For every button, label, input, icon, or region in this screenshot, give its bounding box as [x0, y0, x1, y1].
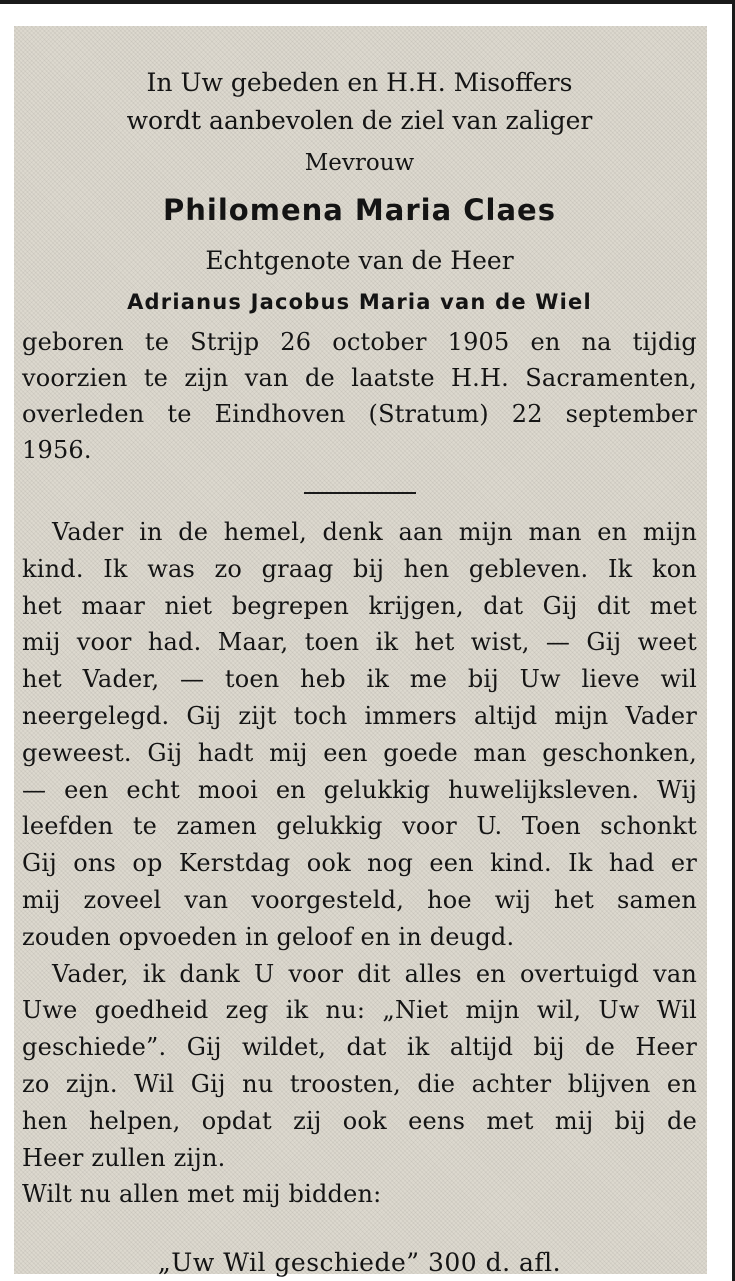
prayer-line: mij zoveel van voorgesteld, hoe wij het samen	[22, 885, 697, 914]
divider	[304, 492, 416, 494]
spouse-name: Adrianus Jacobus Maria van de Wiel	[127, 290, 592, 314]
biography	[22, 324, 697, 468]
spouse-label: Echtgenote van de Heer	[205, 246, 514, 275]
title-mevrouw: Mevrouw	[304, 150, 415, 176]
prayer-line: Wilt nu allen met mij bidden:	[22, 1180, 382, 1209]
prayer-line: het maar niet begrepen krijgen, dat Gij dit met	[22, 591, 697, 620]
bio-line: overleden te Eindhoven (Stratum) 22 september 1956.	[22, 400, 697, 464]
prayer-line: kind. Ik was zo graag bij hen gebleven. Ik kon	[22, 554, 697, 583]
prayer-line: — een echt mooi en gelukkig huwelijksleven. Wij	[22, 775, 697, 804]
prayer-line: geschiede”. Gij wildet, dat ik altijd bij de Heer	[22, 1033, 697, 1062]
prayer-line: neergelegd. Gij zijt toch immers altijd mijn Vader	[22, 701, 697, 730]
prayer-line: Uwe goedheid zeg ik nu: „Niet mijn wil, Uw Wil	[22, 996, 697, 1025]
prayer-line: Gij ons op Kerstdag ook nog een kind. Ik had er	[22, 849, 697, 878]
prayer-line: Heer zullen zijn.	[22, 1143, 226, 1172]
prayer-line: zouden opvoeden in geloof en in deugd.	[22, 922, 515, 951]
prayer-line: zo zijn. Wil Gij nu troosten, die achter blijven en	[22, 1069, 697, 1098]
prayer-line: hen helpen, opdat zij ook eens met mij bij de	[22, 1106, 697, 1135]
intro-line-2: wordt aanbevolen de ziel van zaliger	[126, 106, 593, 135]
prayer-line: geweest. Gij hadt mij een goede man geschonken,	[22, 738, 697, 767]
prayer-line: Vader in de hemel, denk aan mijn man en mijn	[52, 518, 697, 546]
prayer-line: mij voor had. Maar, toen ik het wist, — Gij weet	[22, 628, 697, 657]
intro-line-1: In Uw gebeden en H.H. Misoffers	[146, 68, 573, 97]
prayer-line: Vader, ik dank U voor dit alles en overtuigd van	[52, 959, 697, 988]
prayer-text	[22, 514, 697, 1213]
bio-line: voorzien te zijn van de laatste H.H. Sacramenten,	[22, 364, 697, 392]
bio-line: geboren te Strijp 26 october 1905 en na tijdig	[22, 328, 697, 356]
deceased-name: Philomena Maria Claes	[163, 193, 556, 227]
indulgence-line: „Uw Wil geschiede” 300 d. afl.	[157, 1248, 562, 1278]
memorial-card	[14, 26, 707, 1278]
prayer-line: leefden te zamen gelukkig voor U. Toen schonkt	[22, 812, 697, 841]
prayer-line: het Vader, — toen heb ik me bij Uw lieve wil	[22, 665, 697, 694]
